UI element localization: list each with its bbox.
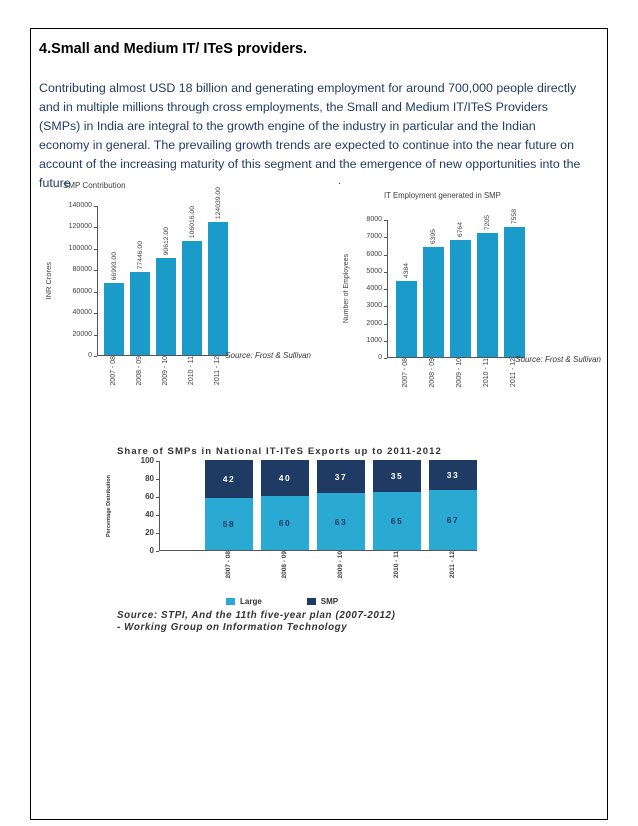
bar-value-label: 124039.00 <box>214 186 222 220</box>
y-axis-title: Number of Employees <box>342 254 350 324</box>
bar-column <box>429 460 477 550</box>
chart-source-line-2: - Working Group on Information Technology <box>117 622 348 633</box>
bar-segment-large <box>429 490 477 550</box>
legend-item-large <box>226 597 262 606</box>
x-axis-label: 2008 - 09 <box>429 358 436 388</box>
y-tick-label: 60 <box>145 492 154 501</box>
x-axis-label: 2011 - 12 <box>510 358 517 388</box>
y-axis-title: INR Crores <box>43 262 53 300</box>
chart-title: IT Employment generated in SMP <box>384 191 501 200</box>
chart-source: Source: Frost & Sullivan <box>225 351 311 360</box>
legend-item-smp <box>307 597 338 606</box>
segment-value-label: 67 <box>446 514 460 525</box>
it-employment-chart <box>339 191 601 410</box>
bar-segment-large <box>317 493 365 550</box>
bar <box>156 258 176 355</box>
stray-period: . <box>338 175 342 187</box>
smp-export-share-chart <box>101 446 561 634</box>
bar <box>504 227 525 357</box>
y-tick-label: 4000 <box>366 285 382 292</box>
bar-value-label: 7205 <box>484 214 491 230</box>
bar <box>396 281 417 357</box>
bar-value-label: 6395 <box>430 228 437 244</box>
y-tick-label: 100 <box>140 456 154 465</box>
x-axis-label: 2008 - 09 <box>135 356 143 386</box>
y-tick-label: 40000 <box>72 309 92 317</box>
segment-value-label: 33 <box>446 469 460 480</box>
y-tick-label: 0 <box>378 354 382 361</box>
y-tick-label: 60000 <box>72 287 92 295</box>
legend-label-smp: SMP <box>320 597 339 606</box>
bar <box>182 241 202 355</box>
bar-segment-smp <box>317 460 365 493</box>
bar-value-label: 6764 <box>457 222 464 238</box>
chart-source: Source: Frost & Sullivan <box>515 355 601 364</box>
y-tick-label: 120000 <box>68 223 92 231</box>
body-paragraph: Contributing almost USD 18 billion and generating employment for around 700,000 people directly and in multiple millions through cross employments, the Small and Medium IT/ITeS Providers (SMPs) in India are integral to the growth engine of the industry in particular and the Indian economy in general. The prevailing growth trends are expected to continue into the near future on account of the increasing maturity of this segment and the emergence of new opportunities into the future <box>39 81 581 190</box>
y-tick-label: 3000 <box>366 302 382 310</box>
segment-value-label: 42 <box>222 473 236 484</box>
x-axis <box>387 358 525 410</box>
chart-legend <box>226 597 561 606</box>
document-page <box>30 28 608 820</box>
bar-column <box>317 460 365 550</box>
bar <box>208 222 228 355</box>
bar-segment-large <box>205 498 253 550</box>
segment-value-label: 58 <box>222 518 236 529</box>
y-tick-label: 20 <box>145 528 154 537</box>
y-axis <box>55 202 97 359</box>
plot-area <box>97 186 228 356</box>
y-axis-title: Percentage Distribution <box>106 474 112 538</box>
y-tick-label: 100000 <box>68 244 92 252</box>
x-axis-label: 2008 - 09 <box>280 551 288 579</box>
y-tick-label: 5000 <box>366 267 382 275</box>
x-axis-label: 2011 - 12 <box>213 356 221 386</box>
y-tick-label: 80000 <box>72 266 92 274</box>
section-heading: 4.Small and Medium IT/ ITeS providers. <box>39 41 308 57</box>
y-axis <box>353 216 387 361</box>
plot-area <box>159 461 477 551</box>
bar <box>423 247 444 357</box>
segment-value-label: 63 <box>334 516 348 527</box>
x-axis-label: 2009 - 10 <box>336 551 344 579</box>
y-tick-label: 1000 <box>366 336 382 344</box>
chart-title: Share of SMPs in National IT-ITeS Exports up to 2011-2012 <box>117 446 442 457</box>
x-axis-label: 2009 - 10 <box>456 358 463 388</box>
y-tick-label: 6000 <box>366 250 382 258</box>
y-tick-label: 0 <box>88 352 92 359</box>
y-tick-label: 0 <box>149 546 154 555</box>
bar-value-label: 7558 <box>511 208 518 224</box>
y-tick-label: 8000 <box>366 216 382 223</box>
bar-value-label: 106016.00 <box>188 206 196 239</box>
x-axis <box>159 551 477 593</box>
bar <box>104 283 124 355</box>
chart-source <box>117 610 561 634</box>
chart-source-line-1: Source: STPI, And the 11th five-year plan (2007-2012) <box>117 610 396 621</box>
segment-value-label: 60 <box>278 518 292 528</box>
y-tick-label: 80 <box>145 474 154 483</box>
bar-value-label: 4384 <box>403 263 410 279</box>
y-tick-label: 7000 <box>366 233 382 241</box>
x-axis-label: 2010 - 11 <box>483 358 490 388</box>
bar-value-label: 66993.00 <box>110 251 118 281</box>
y-tick-label: 2000 <box>366 319 382 327</box>
chart-title: SMP Contribution <box>63 181 126 190</box>
bar-segment-large <box>261 496 309 550</box>
bar <box>477 233 498 357</box>
x-axis <box>97 356 228 408</box>
bar <box>450 240 471 357</box>
x-axis-label: 2007 - 08 <box>402 358 409 388</box>
y-tick-label: 20000 <box>72 330 92 338</box>
segment-value-label: 40 <box>278 473 292 483</box>
x-axis-label: 2007 - 08 <box>224 551 232 579</box>
x-axis-label: 2009 - 10 <box>161 356 169 386</box>
bar-segment-large <box>373 492 421 551</box>
bar-column <box>373 460 421 550</box>
segment-value-label: 65 <box>390 515 404 526</box>
bar-segment-smp <box>261 460 309 496</box>
x-axis-label: 2007 - 08 <box>109 356 117 386</box>
bar-value-label: 77446.00 <box>136 240 144 270</box>
x-axis-label: 2010 - 11 <box>187 356 195 386</box>
x-axis-label: 2010 - 11 <box>392 551 400 579</box>
smp-contribution-chart <box>41 181 313 408</box>
bar <box>130 272 150 355</box>
segment-value-label: 35 <box>390 470 404 481</box>
legend-swatch-smp <box>307 598 316 605</box>
bar-column <box>205 460 253 550</box>
bar-column <box>261 460 309 550</box>
bar-segment-smp <box>205 460 253 498</box>
legend-label-large: Large <box>240 597 262 606</box>
legend-swatch-large <box>226 598 235 605</box>
bar-segment-smp <box>429 460 477 490</box>
bar-segment-smp <box>373 460 421 492</box>
y-axis <box>117 456 159 555</box>
segment-value-label: 37 <box>334 471 348 482</box>
x-axis-label: 2011 - 12 <box>448 551 456 579</box>
plot-area <box>387 208 525 358</box>
y-tick-label: 140000 <box>68 202 92 209</box>
bar-value-label: 90612.00 <box>162 226 170 255</box>
y-tick-label: 40 <box>145 510 154 519</box>
